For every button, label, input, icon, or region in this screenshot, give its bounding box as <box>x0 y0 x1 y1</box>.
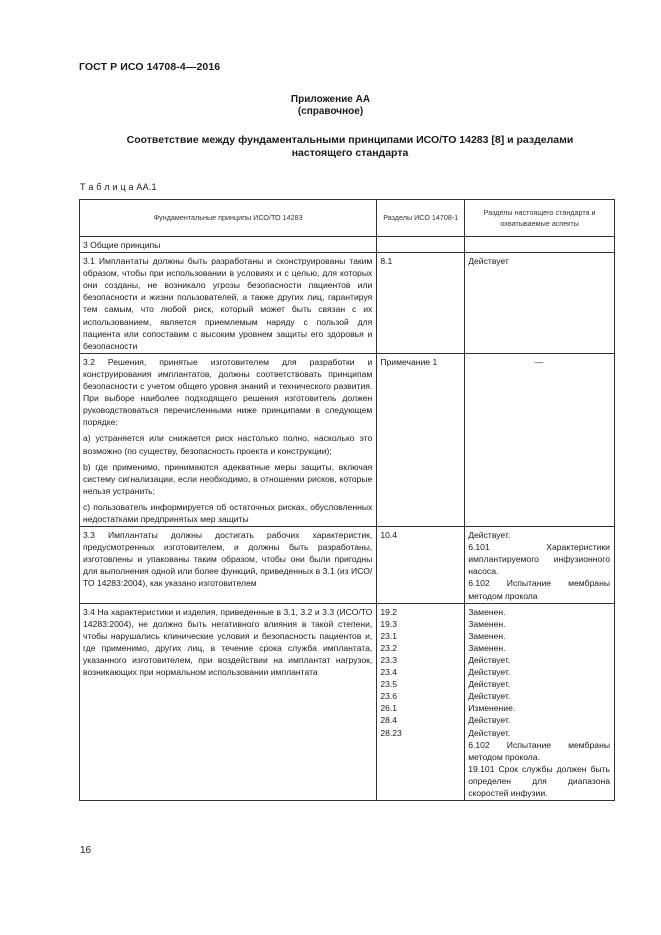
principle-cell <box>80 353 377 526</box>
aspect-cell <box>465 603 615 801</box>
section-line: 19.3 <box>380 618 398 629</box>
table-row <box>80 603 615 801</box>
aspect-line: 6.102 Испытание мембраны методом прокола. <box>468 739 610 762</box>
aspect-line: Заменен. <box>468 606 506 617</box>
section-cell <box>377 603 465 801</box>
aspect-line: Действует. <box>468 715 511 726</box>
appendix-title: Приложение АА <box>290 94 371 105</box>
aspect-cell <box>465 527 615 604</box>
table-row <box>80 527 615 604</box>
table-header-row <box>80 200 615 237</box>
aspect-line: Действует. <box>468 679 511 690</box>
aspect-line: Действует. <box>468 655 511 665</box>
principle-cell: 3.1 Имплантаты должны быть разработаны и сконструированы таким образом, чтобы при использовании в условиях и с целью, для которых они созданы, не возникало угрозы безопасности пациентов или безопасности и жизни пользователей, а также других лиц, гарантируя тем самым, что любой риск, который может быть связан с их использованием, является приемлемым наряду с пользой для пациента или сопоставим с высоким уровнем защиты его здоровья и безопасности <box>80 253 377 354</box>
standard-code: ГОСТ Р ИСО 14708-4—2016 <box>79 61 221 73</box>
section-line: 23.2 <box>380 642 398 653</box>
document-heading: Соответствие между фундаментальными принципами ИСО/ТО 14283 [8] и разделами настоящего стандарта <box>126 134 574 159</box>
aspect-line: Действует. <box>468 667 511 678</box>
section-cell: Примечание 1 <box>377 353 465 526</box>
section-line: 28.4 <box>380 715 398 726</box>
aspect-line: Действует. <box>468 530 511 541</box>
principle-cell: 3.3 Имплантаты должны достигать рабочих характеристик, предусмотренных изготовителем, и должны быть разработаны, изготовлены и упакованы таким образом, чтобы они были пригодны для выполнения одной или более функций, приведенных в 3.1 (из ИСО/ТО 14283:2004), как указано изготовителем <box>80 527 377 604</box>
section-line: 28.23 <box>380 727 402 738</box>
principle-item-b: b) где применимо, принимаются адекватные меры защиты, включая систему сигнализации, если необходимо, в отношении рисков, которые нельзя устранить; <box>83 461 373 496</box>
aspect-line: 6.102 Испытание мембраны методом прокола <box>468 578 610 601</box>
section-line: 23.4 <box>380 667 398 678</box>
aspect-line: Действует. <box>468 727 511 738</box>
appendix-type: (справочное) <box>297 106 364 117</box>
table-row <box>80 237 615 253</box>
header-sections-standard: Разделы настоящего стандарта и охватываемые аспекты <box>465 200 615 237</box>
empty-cell <box>465 237 615 253</box>
table-row <box>80 253 615 354</box>
empty-cell <box>377 237 465 253</box>
table-caption: Т а б л и ц а АА.1 <box>80 182 157 192</box>
principle-cell: 3.4 На характеристики и изделия, приведенные в 3.1, 3.2 и 3.3 (ИСО/ТО 14283:2004), не должно быть негативного влияния в такой степени, чтобы нарушались клинические условия и безопасность пациентов и, где применимо, других лиц, в течение срока служба имплантата, указанного изготовителем, при воздействии на имплантат нагрузок, возникающих при нормальном использовании имплантата <box>80 603 377 801</box>
aspect-line: Действует. <box>468 691 511 702</box>
section-line: 23.5 <box>380 679 398 690</box>
aspect-line: Изменение. <box>468 703 516 714</box>
aspect-line: 6.101 Характеристики имплантируемого инфузионного насоса. <box>468 542 610 577</box>
header-sections-iso: Разделы ИСО 14708-1 <box>377 200 465 237</box>
section-cell: 8.1 <box>377 253 465 354</box>
correspondence-table <box>79 199 615 801</box>
aspect-cell: Действует <box>465 253 615 354</box>
principle-item-a: а) устраняется или снижается риск настолько полно, насколько это возможно (по существу, безопасность проекта и конструкции); <box>83 433 373 456</box>
section-cell: 10.4 <box>377 527 465 604</box>
aspect-line: 19.101 Срок службы должен быть определен для диапазона скоростей инфузии. <box>468 763 610 799</box>
aspect-cell: — <box>465 353 615 526</box>
aspect-line: Заменен. <box>468 630 506 641</box>
principle-intro: 3.2 Решения, принятые изготовителем для разработки и конструирования имплантатов, должны соответствовать принципам безопасности с учетом общего уровня знаний и технического развития. При выборе наиболее подходящего решения изготовитель должен руководствоваться перечисленными ниже принципами в следующем порядке: <box>83 356 373 428</box>
page-number: 16 <box>80 845 92 856</box>
section-title-cell: 3 Общие принципы <box>80 237 377 253</box>
section-line: 23.3 <box>380 655 398 665</box>
section-line: 19.2 <box>380 606 398 617</box>
aspect-line: Заменен. <box>468 618 506 629</box>
section-line: 23.6 <box>380 691 398 702</box>
section-line: 26.1 <box>380 703 398 714</box>
section-line: 23.1 <box>380 630 398 641</box>
table-row <box>80 353 615 526</box>
principle-item-c: c) пользователь информируется об остаточных рисках, обусловленных недостатками предпринятых мер защиты <box>83 501 373 524</box>
aspect-line: Заменен. <box>468 642 506 653</box>
header-principles: Фундаментальные принципы ИСО/ТО 14283 <box>80 200 377 237</box>
